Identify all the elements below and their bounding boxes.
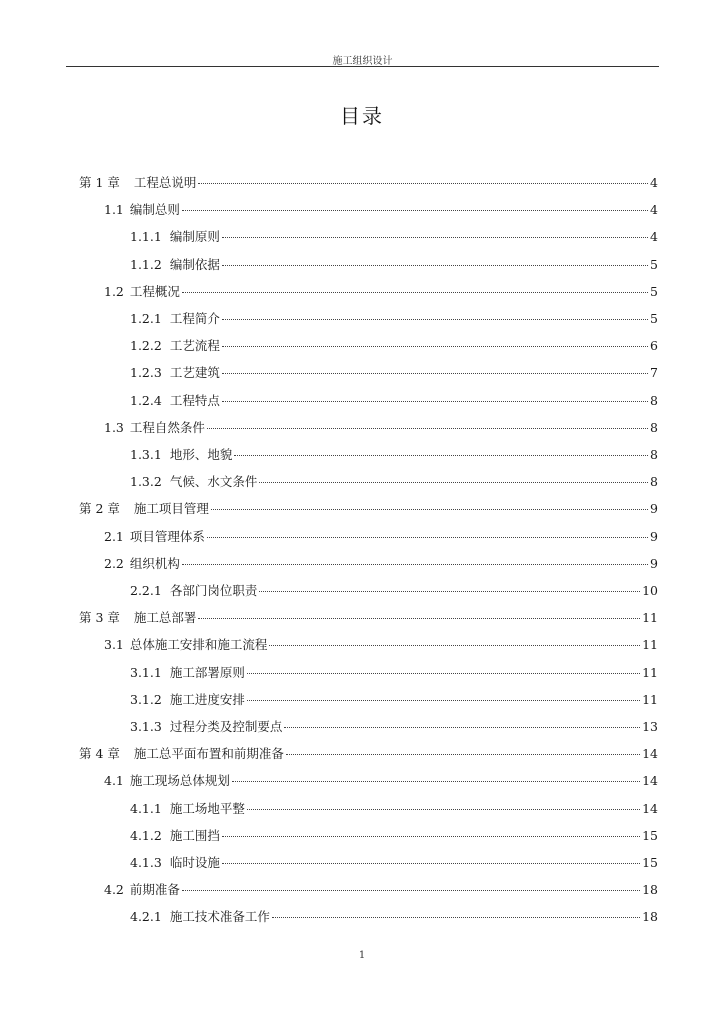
toc-entry-number: 第 3 章	[79, 610, 120, 626]
toc-dot-leader	[222, 319, 648, 320]
toc-entry[interactable]	[130, 224, 658, 250]
toc-entry-number: 第 4 章	[79, 746, 120, 762]
toc-dot-leader	[269, 645, 640, 646]
toc-entry-page: 11	[642, 610, 658, 626]
toc-dot-leader	[222, 836, 640, 837]
toc-entry-title: 施工围挡	[169, 827, 220, 843]
toc-entry[interactable]	[104, 279, 658, 305]
toc-dot-leader	[222, 237, 648, 238]
toc-dot-leader	[207, 537, 648, 538]
toc-entry-page: 11	[642, 691, 658, 707]
toc-entry-title: 地形、地貌	[169, 447, 233, 462]
toc-entry-page: 8	[650, 474, 658, 490]
toc-entry-number: 1.1	[104, 202, 124, 218]
toc-entry-page: 9	[650, 555, 658, 571]
toc-dot-leader	[211, 509, 648, 510]
toc-entry-title: 气候、水文条件	[169, 474, 258, 490]
toc-entry-number: 1.1.1	[130, 229, 162, 245]
toc-entry-title: 施工场地平整	[169, 800, 245, 816]
toc-entry[interactable]	[104, 551, 658, 577]
toc-entry-number: 1.2.2	[130, 338, 162, 354]
toc-entry-title: 工程概况	[129, 283, 180, 299]
toc-dot-leader	[222, 346, 648, 347]
toc-entry-page: 5	[650, 283, 658, 299]
toc-entry-title: 过程分类及控制要点	[169, 719, 283, 734]
toc-entry-page: 5	[650, 256, 658, 272]
toc-entry-title: 施工总部署	[133, 610, 197, 626]
toc-entry-number: 1.1.2	[130, 256, 162, 272]
toc-entry-number: 第 1 章	[79, 175, 120, 190]
toc-entry[interactable]	[130, 442, 658, 468]
toc-entry[interactable]	[130, 904, 658, 930]
toc-entry-number: 第 2 章	[79, 501, 120, 517]
page-header: 施工组织设计	[332, 56, 393, 67]
toc-entry-title: 施工进度安排	[169, 691, 245, 707]
toc-entry-title: 施工项目管理	[133, 501, 209, 517]
toc-entry-title: 编制总则	[129, 202, 180, 218]
toc-entry[interactable]	[104, 524, 658, 550]
toc-entry-page: 5	[650, 311, 658, 326]
toc-entry-title: 施工部署原则	[169, 664, 245, 680]
toc-entry-page: 8	[650, 392, 658, 408]
toc-entry-title: 工程总说明	[133, 175, 197, 190]
toc-entry-page: 10	[642, 583, 658, 598]
toc-entry-number: 2.2.1	[130, 583, 162, 598]
toc-entry-page: 4	[650, 175, 658, 190]
toc-entry-title: 编制原则	[169, 229, 220, 245]
toc-entry-title: 工艺建筑	[169, 365, 220, 381]
toc-dot-leader	[247, 700, 640, 701]
toc-entry-title: 工艺流程	[169, 338, 220, 354]
toc-dot-leader	[259, 482, 648, 483]
toc-entry-number: 1.3	[104, 419, 124, 435]
toc-entry-title: 施工现场总体规划	[129, 773, 230, 789]
toc-entry[interactable]	[130, 850, 658, 876]
toc-entry[interactable]	[130, 333, 658, 359]
toc-entry-title: 总体施工安排和施工流程	[129, 637, 268, 653]
toc-entry-number: 1.2.4	[130, 392, 162, 408]
toc-entry-page: 11	[642, 637, 658, 653]
toc-entry-title: 临时设施	[169, 855, 220, 870]
toc-dot-leader	[284, 727, 640, 728]
toc-entry-page: 8	[650, 447, 658, 462]
toc-entry-title: 施工总平面布置和前期准备	[133, 746, 284, 762]
toc-entry-page: 13	[642, 719, 658, 734]
toc-entry-page: 4	[650, 202, 658, 218]
toc-entry[interactable]	[104, 877, 658, 903]
toc-entry-title: 编制依据	[169, 256, 220, 272]
toc-dot-leader	[182, 564, 648, 565]
toc-dot-leader	[222, 401, 648, 402]
toc-entry-number: 4.1.1	[130, 800, 162, 816]
toc-entry[interactable]	[130, 469, 658, 495]
toc-dot-leader	[198, 183, 648, 184]
toc-entry[interactable]	[130, 796, 658, 822]
toc-entry-number: 4.2	[104, 882, 124, 898]
toc-entry[interactable]	[130, 388, 658, 414]
toc-entry-number: 1.2.3	[130, 365, 162, 381]
toc-entry-title: 施工技术准备工作	[169, 909, 270, 925]
toc-dot-leader	[207, 428, 648, 429]
toc-dot-leader	[234, 455, 648, 456]
toc-entry[interactable]	[104, 197, 658, 223]
toc-dot-leader	[232, 781, 640, 782]
toc-entry-number: 2.2	[104, 555, 124, 571]
toc-entry[interactable]	[79, 605, 658, 631]
header-rule	[66, 66, 659, 67]
toc-entry-number: 1.2	[104, 283, 124, 299]
toc-entry-number: 4.1.2	[130, 827, 162, 843]
toc-entry[interactable]	[130, 252, 658, 278]
toc-dot-leader	[182, 890, 640, 891]
toc-entry-number: 1.2.1	[130, 311, 162, 326]
toc-entry-page: 11	[642, 664, 658, 680]
toc-dot-leader	[247, 809, 640, 810]
toc-entry-title: 项目管理体系	[129, 528, 205, 544]
toc-entry-number: 3.1.2	[130, 691, 162, 707]
toc-entry[interactable]	[130, 660, 658, 686]
toc-entry-page: 6	[650, 338, 658, 354]
toc-entry-title: 组织机构	[129, 555, 180, 571]
toc-entry-number: 1.3.1	[130, 447, 162, 462]
toc-entry[interactable]	[130, 360, 658, 386]
toc-dot-leader	[247, 673, 640, 674]
toc-entry-page: 9	[650, 501, 658, 517]
toc-entry-page: 8	[650, 419, 658, 435]
toc-entry-number: 3.1	[104, 637, 124, 653]
toc-entry[interactable]	[104, 768, 658, 794]
toc-entry[interactable]	[79, 741, 658, 767]
toc-entry-number: 4.1.3	[130, 855, 162, 870]
toc-entry-number: 3.1.3	[130, 719, 162, 734]
toc-dot-leader	[222, 265, 648, 266]
toc-entry-number: 2.1	[104, 528, 124, 544]
page-number: 1	[358, 950, 366, 961]
toc-entry-number: 4.2.1	[130, 909, 162, 925]
toc-entry-title: 工程自然条件	[129, 419, 205, 435]
toc-dot-leader	[198, 618, 640, 619]
toc-entry[interactable]	[130, 578, 658, 604]
toc-entry[interactable]	[79, 170, 658, 196]
toc-entry-title: 工程特点	[169, 392, 220, 408]
toc-entry-page: 14	[642, 773, 658, 789]
toc-dot-leader	[222, 373, 648, 374]
toc-entry[interactable]	[104, 632, 658, 658]
toc-dot-leader	[222, 863, 640, 864]
toc-entry-number: 4.1	[104, 773, 124, 789]
toc-dot-leader	[182, 210, 648, 211]
toc-entry-page: 14	[642, 746, 658, 762]
toc-entry-title: 各部门岗位职责	[169, 583, 258, 598]
toc-entry[interactable]	[130, 714, 658, 740]
toc-entry-page: 15	[642, 827, 658, 843]
toc-entry[interactable]	[79, 496, 658, 522]
toc-dot-leader	[286, 754, 640, 755]
toc-entry-title: 工程简介	[169, 311, 220, 326]
toc-entry-page: 15	[642, 855, 658, 870]
toc-entry[interactable]	[130, 823, 658, 849]
toc-entry[interactable]	[104, 415, 658, 441]
toc-entry-title: 前期准备	[129, 882, 180, 898]
toc-entry[interactable]	[130, 687, 658, 713]
toc-entry-number: 3.1.1	[130, 664, 162, 680]
toc-dot-leader	[182, 292, 648, 293]
toc-title: 目录	[340, 104, 384, 128]
toc-entry-page: 18	[642, 882, 658, 898]
toc-entry[interactable]	[130, 306, 658, 332]
toc-entry-page: 7	[650, 365, 658, 381]
toc-entry-page: 4	[650, 229, 658, 245]
toc-entry-page: 9	[650, 528, 658, 544]
toc-dot-leader	[259, 591, 640, 592]
toc-dot-leader	[272, 917, 640, 918]
toc-entry-page: 18	[642, 909, 658, 925]
toc-entry-page: 14	[642, 800, 658, 816]
toc-entry-number: 1.3.2	[130, 474, 162, 490]
